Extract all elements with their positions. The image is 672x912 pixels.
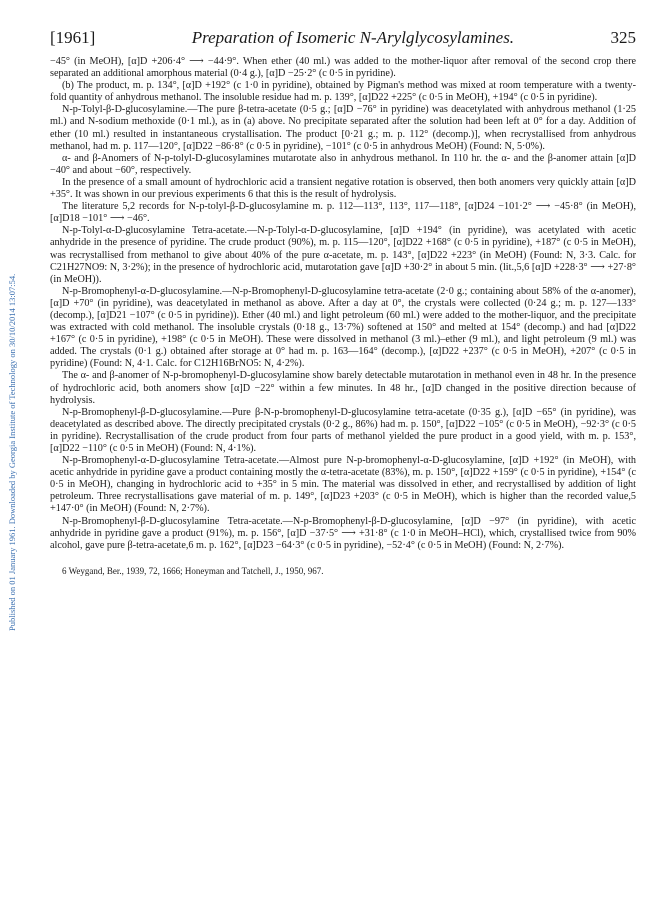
header-page-number: 325: [610, 28, 636, 47]
paragraph: α- and β-Anomers of N-p-tolyl-D-glucosylamines mutarotate also in anhydrous methanol. In 110 hr. the α- and the β-anomer attain [α]D −40° and about −60°, respectively.: [50, 152, 636, 176]
paragraph: The α- and β-anomer of N-p-bromophenyl-D-glucosylamine show barely detectable mutarotation in methanol even in 48 hr. In the presence of hydrochloric acid, both anomers show [α]D −22° within a few minutes. In 48 hr., [α]D changed in the positive direction because of hydrolysis.: [50, 370, 636, 406]
paragraph: N-p-Bromophenyl-β-D-glucosylamine.—Pure β-N-p-bromophenyl-D-glucosylamine tetra-acetate (0·35 g.), [α]D −65° (in pyridine), was deacetylated as described above. The directly precipitated crystals (0·2 g., 86%) had m. p. 150°, [α]D22 −105° (c 0·5 in MeOH), −92·3° (c 0·5 in pyridine). Recrystallisation of the crude product from four parts of methanol yielded the pure product in a good yield, with m. p. 153°, [α]D22 −110° (c 0·5 in MeOH) (Found: N, 4·1%).: [50, 406, 636, 454]
paragraph: N-p-Bromophenyl-α-D-glucosylamine Tetra-acetate.—Almost pure N-p-bromophenyl-α-D-glucosylamine, [α]D +192° (in MeOH), with acetic anhydride in pyridine gave a product containing mostly the α-tetra-acetate (83%), m. p. 150°, [α]D22 +159° (c 0·5 in pyridine), +154° (c 0·5 in MeOH), changing in hydrochloric acid to +35° in 5 min. The material was dissolved in ether, and recrystallised by addition of light petroleum. Three recrystallisations gave material of m. p. 149°, [α]D23 +203° (c 0·5 in MeOH), which is higher than the recorded value,5 +147·0° (in MeOH) (Found: N, 2·7%).: [50, 455, 636, 515]
paragraph: (b) The product, m. p. 134°, [α]D +192° (c 1·0 in pyridine), obtained by Pigman's method was mixed at room temperature with a twenty-fold quantity of anhydrous methanol. The insoluble residue had m. p. 139°, [α]D22 +225° (c 0·5 in MeOH), +194° (c 0·5 in pyridine).: [50, 80, 636, 104]
download-watermark: Published on 01 January 1961. Downloaded by Georgia Institute of Technology on 30/10/2014 13:07:54.: [7, 273, 17, 631]
footnote: 6 Weygand, Ber., 1939, 72, 1666; Honeyman and Tatchell, J., 1950, 967.: [62, 565, 324, 576]
running-header: [50, 28, 636, 48]
paragraph: N-p-Bromophenyl-α-D-glucosylamine.—N-p-Bromophenyl-D-glucosylamine tetra-acetate (2·0 g.; containing about 58% of the α-anomer), [α]D +70° (in pyridine), was deacetylated in methanol as above. After a day at 0°, the crystals were collected (0·24 g.; m. p. 127—133° (decomp.), [α]D21 −107° (c 0·5 in pyridine)). Ether (40 ml.) and light petroleum (60 ml.) were added to the mother-liquor, and the precipitate was extracted with cold methanol. The insoluble crystals (0·18 g., 13·7%) softened at 150° and melted at 154° (decomp.) and had [α]D22 +167° (c 0·5 in pyridine), +198° (c 0·5 in MeOH). These were dissolved in methanol (3 ml.)–ether (9 ml.), and light petroleum (9 ml.) was added. The crystals (0·1 g.) obtained after storage at 0° had m. p. 163—164° (decomp.), [α]D22 +237° (c 0·5 in MeOH), +207° (c 0·5 in pyridine) (Found: N, 4·1. Calc. for C12H16BrNO5: N, 4·2%).: [50, 285, 636, 370]
paragraph: N-p-Tolyl-β-D-glucosylamine.—The pure β-tetra-acetate (0·5 g.; [α]D −76° in pyridine) was deacetylated with anhydrous methanol (1·25 ml.) and N-sodium methoxide (0·1 ml.), as in (a) above. No precipitate separated after the solution had been left at 0° for a day. Addition of ether (10 ml.) resulted in instantaneous crystallisation. The product [0·21 g.; m. p. 112° (decomp.)], when recrystallised from anhydrous methanol, had m. p. 117—120°, [α]D22 −86·8° (c 0·5 in pyridine), −101° (c 0·5 in anhydrous MeOH) (Found: N, 5·0%).: [50, 104, 636, 152]
journal-page: [50, 28, 636, 577]
paragraph: −45° (in MeOH), [α]D +206·4° ⟶ −44·9°. When ether (40 ml.) was added to the mother-liquor after removal of the second crop there separated an additional amorphous material (0·4 g.), [α]D −25·2° (c 0·5 in pyridine).: [50, 56, 636, 80]
paragraph: The literature 5,2 records for N-p-tolyl-β-D-glucosylamine m. p. 112—113°, 113°, 117—118°, [α]D24 −101·2° ⟶ −45·8° (in MeOH), [α]D18 −101° ⟶ −46°.: [50, 201, 636, 225]
header-title: Preparation of Isomeric N-Arylglycosylamines.: [191, 28, 515, 47]
paragraph: In the presence of a small amount of hydrochloric acid a transient negative rotation is observed, then both anomers very quickly attain [α]D +35°. It was shown in our previous experiments 6 that this is the result of hydrolysis.: [50, 176, 636, 201]
paragraph: N-p-Bromophenyl-β-D-glucosylamine Tetra-acetate.—N-p-Bromophenyl-β-D-glucosylamine, [α]D −97° (in pyridine), with acetic anhydride in pyridine gave a product (91%), m. p. 156°, [α]D −37·5° ⟶ +31·8° (c 1·0 in MeOH–HCl), which, crystallised twice from 90% alcohol, gave pure β-tetra-acetate,6 m. p. 162°, [α]D23 −64·3° (c 0·5 in pyridine), −52·4° (c 0·5 in MeOH) (Found: N, 2·7%).: [50, 515, 636, 551]
header-year: [1961]: [50, 28, 96, 47]
paragraph: N-p-Tolyl-α-D-glucosylamine Tetra-acetate.—N-p-Tolyl-α-D-glucosylamine, [α]D +194° (in pyridine), was acetylated with acetic anhydride in the presence of pyridine. The crude product (90%), m. p. 115—120°, [α]D22 +168° (c 0·5 in pyridine), +187° (c 0·5 in MeOH), was recrystallised from methanol to give about 40% of the pure α-acetate, m. p. 143°, [α]D22 +223° (in MeOH) (Found: N, 3·3. Calc. for C21H27NO9: N, 3·2%); in the presence of hydrochloric acid, mutarotation gave [α]D +30·2° in about 5 min. (lit.,5,6 [α]D +228·3° ⟶ +27·8° (in MeOH)).: [50, 225, 636, 285]
article-body: [50, 56, 636, 552]
